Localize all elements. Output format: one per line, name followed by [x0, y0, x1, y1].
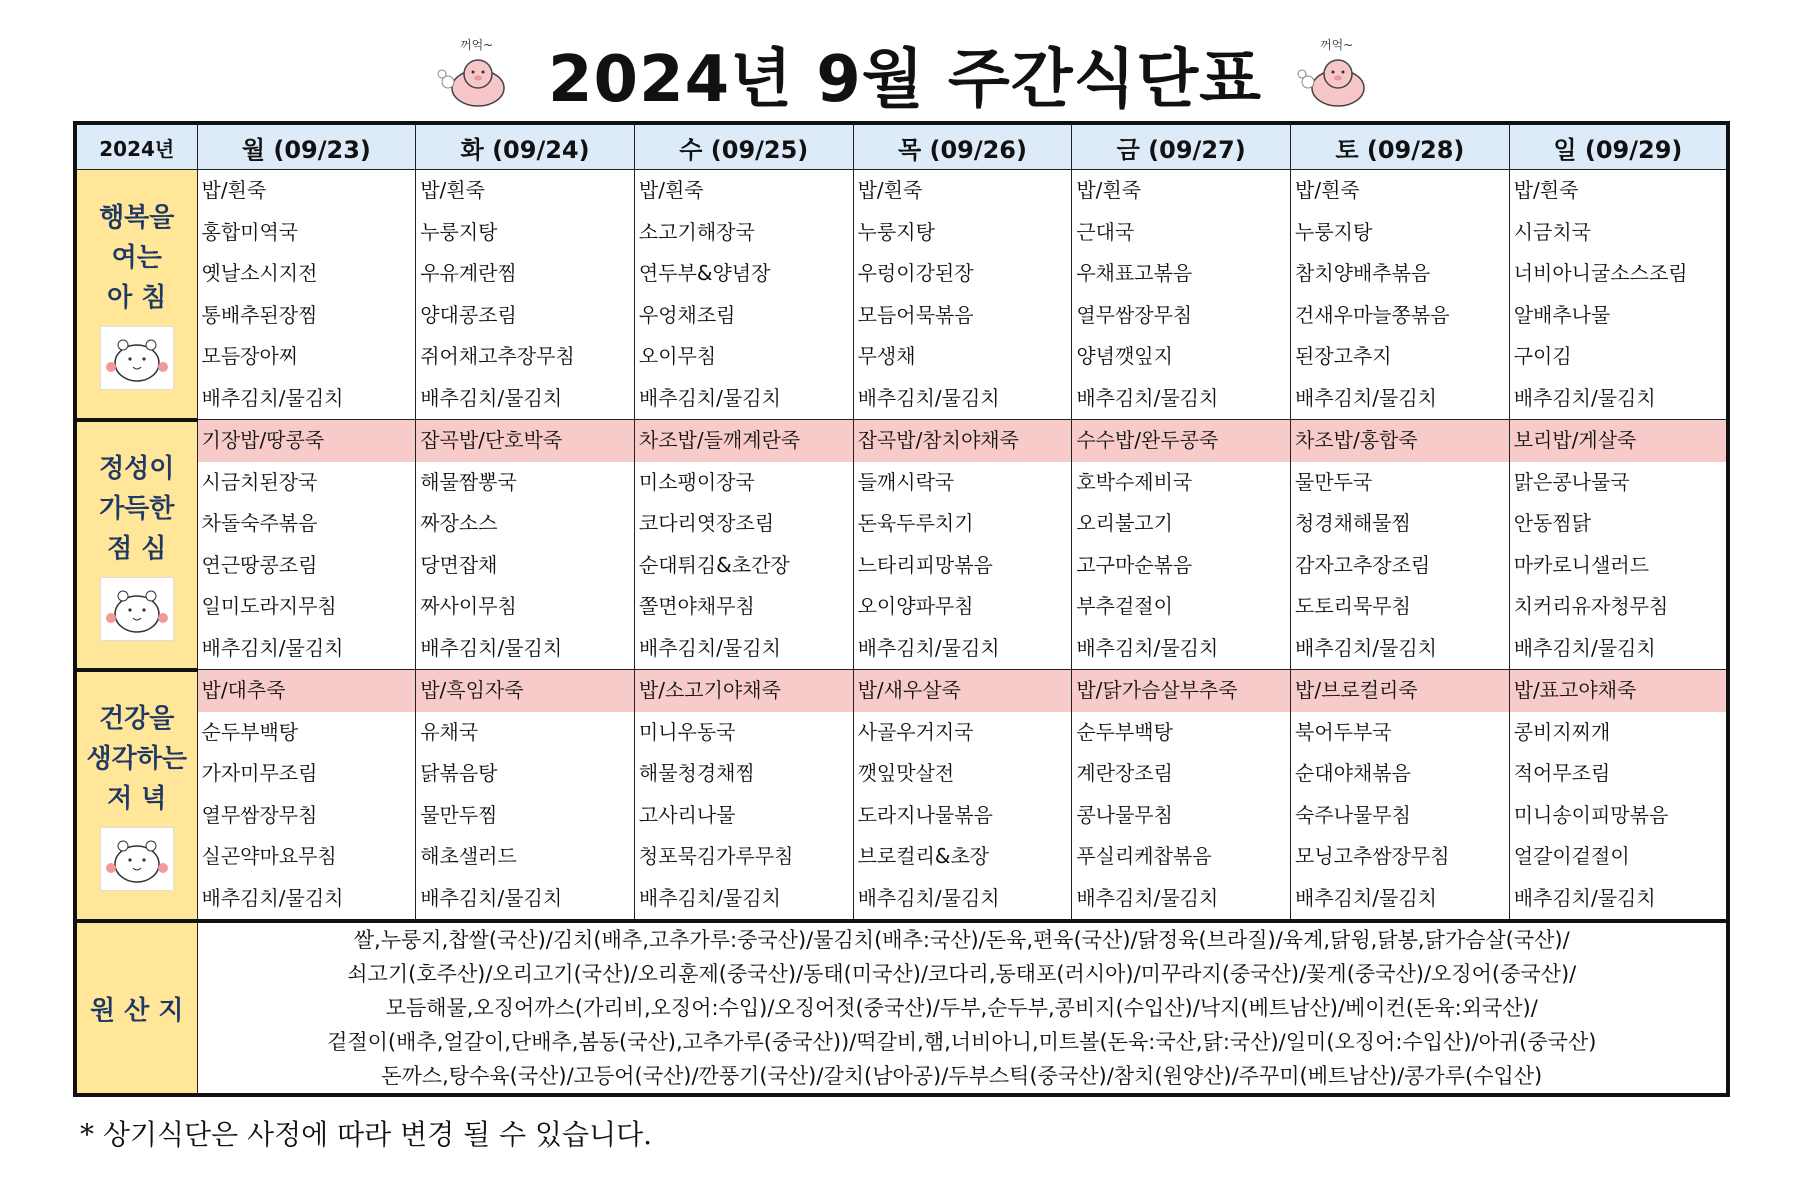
menu-item: 밥/흰죽	[420, 178, 485, 202]
menu-item: 배추김치/물김치	[638, 635, 781, 660]
menu-item: 누룽지탕	[420, 219, 498, 244]
menu-item: 기장밥/땅콩죽	[198, 420, 416, 462]
menu-item: 밥/흰죽	[638, 178, 704, 202]
menu-item: 보리밥/게살죽	[1510, 420, 1726, 462]
menu-cell-sun	[1509, 170, 1728, 420]
menu-item: 콩비지찌개	[1513, 719, 1611, 744]
menu-item: 코다리엿장조림	[638, 511, 775, 535]
menu-item: 소고기해장국	[638, 219, 755, 244]
menu-item: 미니송이피망볶음	[1513, 802, 1669, 827]
menu-item: 안동찜닭	[1513, 511, 1591, 535]
menu-item: 숙주나물무침	[1295, 802, 1411, 827]
menu-item: 물만두찜	[420, 802, 498, 827]
menu-item: 느타리피망볶음	[857, 552, 993, 577]
menu-cell-fri	[1072, 670, 1291, 922]
day-header-fri: 금 (09/27)	[1072, 123, 1291, 170]
menu-item: 순두부백탕	[1076, 719, 1173, 744]
menu-item: 밥/흰죽	[201, 178, 267, 202]
menu-item: 일미도라지무침	[201, 594, 337, 618]
menu-item: 모듬어묵볶음	[857, 302, 974, 327]
meal-name: 행복을 여는 아 침	[99, 202, 175, 313]
menu-item: 들깨시락국	[857, 469, 955, 494]
menu-item: 부추겉절이	[1076, 594, 1173, 618]
menu-cell-tue	[416, 670, 635, 922]
menu-item: 쥐어채고추장무침	[420, 344, 575, 368]
menu-item: 배추김치/물김치	[420, 885, 563, 910]
menu-item: 배추김치/물김치	[857, 885, 1000, 910]
menu-item: 밥/대추죽	[198, 670, 416, 712]
origin-row	[75, 921, 1728, 1095]
weekly-menu-table	[73, 121, 1730, 1097]
origin-line: 쇠고기(호주산)/오리고기(국산)/오리훈제(중국산)/동태(미국산)/코다리,동태포(러시아)/미꾸라지(중국산)/꽃게(중국산)/오징어(중국산)/	[347, 962, 1577, 986]
menu-item: 밥/흰죽	[1295, 178, 1360, 202]
day-header-tue: 화 (09/24)	[416, 123, 635, 170]
menu-cell-thu	[853, 420, 1072, 670]
menu-item: 우유계란찜	[420, 261, 517, 285]
menu-cell-wed	[634, 420, 853, 670]
menu-item: 알배추나물	[1513, 302, 1611, 327]
menu-item: 밥/새우살죽	[854, 670, 1072, 712]
menu-item: 열무쌈장무침	[1076, 302, 1193, 327]
menu-cell-wed	[634, 670, 853, 922]
menu-cell-mon	[197, 170, 416, 420]
menu-item: 돈육두루치기	[857, 511, 974, 535]
menu-item: 밥/표고야채죽	[1510, 670, 1726, 712]
menu-item: 옛날소시지전	[201, 261, 318, 285]
menu-item: 시금치국	[1513, 219, 1591, 244]
menu-cell-fri	[1072, 420, 1291, 670]
menu-item: 양대콩조림	[420, 302, 517, 327]
menu-item: 청경채해물찜	[1295, 511, 1411, 535]
menu-item: 수수밥/완두콩죽	[1072, 420, 1290, 462]
menu-cell-thu	[853, 670, 1072, 922]
menu-item: 잡곡밥/참치야채죽	[854, 420, 1072, 462]
meal-label-cell	[75, 670, 197, 922]
menu-item: 오리불고기	[1076, 511, 1173, 535]
menu-item: 감자고추장조림	[1295, 552, 1431, 577]
menu-item: 사골우거지국	[857, 719, 974, 744]
mascot-caption: 꺼억~	[1320, 38, 1354, 52]
menu-cell-thu	[853, 170, 1072, 420]
menu-item: 참치양배추볶음	[1295, 261, 1431, 285]
menu-item: 순두부백탕	[201, 719, 299, 744]
menu-item: 도라지나물볶음	[857, 802, 993, 827]
menu-item: 브로컬리&초장	[857, 844, 990, 868]
menu-item: 배추김치/물김치	[638, 385, 781, 410]
menu-item: 해물청경채찜	[638, 761, 755, 785]
bear-flowers-icon	[100, 827, 174, 891]
meal-name: 정성이 가득한 점 심	[99, 453, 175, 564]
menu-item: 배추김치/물김치	[1513, 635, 1656, 660]
menu-item: 배추김치/물김치	[201, 635, 344, 660]
menu-item: 우엉채조림	[638, 302, 736, 327]
day-header-wed: 수 (09/25)	[634, 123, 853, 170]
menu-item: 배추김치/물김치	[1076, 385, 1219, 410]
header-row	[75, 123, 1728, 170]
menu-item: 열무쌈장무침	[201, 802, 318, 827]
menu-cell-tue	[416, 170, 635, 420]
menu-item: 우채표고볶음	[1076, 261, 1193, 285]
menu-item: 오이양파무침	[857, 594, 974, 618]
menu-item: 밥/브로컬리죽	[1291, 670, 1509, 712]
menu-item: 배추김치/물김치	[857, 635, 1000, 660]
menu-item: 도토리묵무침	[1295, 594, 1411, 618]
menu-item: 미소팽이장국	[638, 469, 755, 494]
origin-line: 모듬해물,오징어까스(가리비,오징어:수입)/오징어젓(중국산)/두부,순두부,콩비지(수입산)/낙지(베트남산)/베이컨(돈육:외국산)/	[385, 996, 1538, 1020]
menu-item: 밥/흰죽	[1076, 178, 1142, 202]
menu-item: 배추김치/물김치	[420, 635, 563, 660]
menu-item: 해초샐러드	[420, 844, 517, 868]
day-header-thu: 목 (09/26)	[853, 123, 1072, 170]
menu-cell-mon	[197, 420, 416, 670]
menu-item: 북어두부국	[1295, 719, 1392, 744]
menu-item: 차돌숙주볶음	[201, 511, 318, 535]
menu-cell-sat	[1291, 670, 1510, 922]
menu-item: 차조밥/홍합죽	[1291, 420, 1509, 462]
meal-label-cell	[75, 420, 197, 670]
page-title: 2024년 9월 주간식단표	[548, 43, 1262, 117]
menu-item: 밥/소고기야채죽	[635, 670, 853, 712]
menu-cell-sun	[1509, 670, 1728, 922]
meal-row	[75, 670, 1728, 922]
menu-cell-fri	[1072, 170, 1291, 420]
menu-item: 당면잡채	[420, 552, 498, 577]
menu-item: 무생채	[857, 344, 916, 368]
origin-line: 겉절이(배추,얼갈이,단배추,봄동(국산),고추가루(중국산))/떡갈비,햄,너비아니,미트볼(돈육:국산,닭:국산)/일미(오징어:수입산)/아귀(중국산)	[327, 1030, 1597, 1054]
menu-item: 미니우동국	[638, 719, 736, 744]
menu-item: 누룽지탕	[1295, 219, 1373, 244]
year-header: 2024년	[75, 123, 197, 170]
menu-item: 쫄면야채무침	[638, 594, 755, 618]
menu-cell-sun	[1509, 420, 1728, 670]
menu-item: 우렁이강된장	[857, 261, 974, 285]
mascot-caption: 꺼억~	[460, 38, 494, 52]
day-header-sat: 토 (09/28)	[1291, 123, 1510, 170]
meal-name: 건강을 생각하는 저 녁	[86, 704, 187, 815]
bear-hearts-icon	[100, 326, 174, 390]
menu-item: 닭볶음탕	[420, 761, 498, 785]
menu-item: 배추김치/물김치	[638, 885, 781, 910]
menu-item: 건새우마늘쫑볶음	[1295, 302, 1450, 327]
menu-item: 콩나물무침	[1076, 802, 1173, 827]
menu-item: 홍합미역국	[201, 219, 299, 244]
menu-item: 연근땅콩조림	[201, 552, 318, 577]
menu-item: 짜장소스	[420, 511, 498, 535]
menu-item: 모닝고추쌈장무침	[1295, 844, 1450, 868]
menu-item: 밥/흑임자죽	[416, 670, 634, 712]
menu-item: 근대국	[1076, 219, 1135, 244]
menu-item: 잡곡밥/단호박죽	[416, 420, 634, 462]
menu-item: 순대야채볶음	[1295, 761, 1411, 785]
meal-row	[75, 420, 1728, 670]
origin-line: 돈까스,탕수육(국산)/고등어(국산)/깐풍기(국산)/갈치(남아공)/두부스틱(중국산)/참치(원양산)/주꾸미(베트남산)/콩가루(수입산)	[381, 1064, 1543, 1088]
day-header-sun: 일 (09/29)	[1509, 123, 1728, 170]
menu-item: 모듬장아찌	[201, 344, 299, 368]
origin-line: 쌀,누룽지,찹쌀(국산)/김치(배추,고추가루:중국산)/물김치(배추:국산)/돈육,편육(국산)/닭정육(브라질)/육계,닭윙,닭봉,닭가슴살(국산)/	[353, 928, 1570, 952]
menu-item: 오이무침	[638, 344, 717, 368]
menu-item: 실곤약마요무침	[201, 844, 337, 868]
meal-row	[75, 170, 1728, 420]
menu-item: 호박수제비국	[1076, 469, 1193, 494]
menu-item: 누룽지탕	[857, 219, 935, 244]
meal-label-cell	[75, 170, 197, 420]
origin-label: 원 산 지	[75, 921, 197, 1095]
menu-item: 배추김치/물김치	[1295, 635, 1437, 660]
menu-item: 맑은콩나물국	[1513, 469, 1630, 494]
menu-item: 깻잎맛살전	[857, 761, 955, 785]
menu-item: 유채국	[420, 719, 479, 744]
menu-item: 시금치된장국	[201, 469, 318, 494]
menu-item: 구이김	[1513, 344, 1572, 368]
menu-item: 배추김치/물김치	[1513, 885, 1656, 910]
pig-mascot-left-icon	[430, 34, 520, 114]
menu-item: 물만두국	[1295, 469, 1373, 494]
menu-item: 밥/흰죽	[857, 178, 923, 202]
pig-mascot-right-icon	[1290, 34, 1380, 114]
menu-item: 고사리나물	[638, 802, 736, 827]
menu-item: 계란장조림	[1076, 761, 1173, 785]
menu-item: 배추김치/물김치	[1076, 635, 1219, 660]
menu-item: 고구마순볶음	[1076, 552, 1193, 577]
title-row	[0, 28, 1810, 120]
menu-item: 배추김치/물김치	[201, 885, 344, 910]
menu-item: 너비아니굴소스조림	[1513, 261, 1688, 285]
menu-item: 배추김치/물김치	[201, 385, 344, 410]
menu-item: 통배추된장찜	[201, 302, 318, 327]
day-header-mon: 월 (09/23)	[197, 123, 416, 170]
menu-item: 연두부&양념장	[638, 261, 771, 285]
menu-cell-mon	[197, 670, 416, 922]
menu-item: 치커리유자청무침	[1513, 594, 1669, 618]
menu-item: 배추김치/물김치	[1076, 885, 1219, 910]
menu-item: 배추김치/물김치	[420, 385, 563, 410]
menu-item: 배추김치/물김치	[1513, 385, 1656, 410]
menu-item: 가자미무조림	[201, 761, 318, 785]
menu-item: 배추김치/물김치	[857, 385, 1000, 410]
menu-item: 밥/흰죽	[1513, 178, 1579, 202]
menu-item: 청포묵김가루무침	[638, 844, 794, 868]
menu-item: 된장고추지	[1295, 344, 1392, 368]
bear-eating-icon	[100, 577, 174, 641]
menu-cell-wed	[634, 170, 853, 420]
footnote: * 상기식단은 사정에 따라 변경 될 수 있습니다.	[80, 1118, 653, 1151]
menu-cell-sat	[1291, 170, 1510, 420]
menu-item: 밥/닭가슴살부추죽	[1072, 670, 1290, 712]
origin-text	[197, 921, 1728, 1095]
menu-item: 짜사이무침	[420, 594, 517, 618]
menu-item: 적어무조림	[1513, 761, 1611, 785]
menu-item: 차조밥/들깨계란죽	[635, 420, 853, 462]
menu-cell-tue	[416, 420, 635, 670]
menu-item: 배추김치/물김치	[1295, 385, 1437, 410]
menu-item: 양념깻잎지	[1076, 344, 1173, 368]
menu-item: 순대튀김&초간장	[638, 552, 790, 577]
menu-item: 배추김치/물김치	[1295, 885, 1437, 910]
menu-item: 마카로니샐러드	[1513, 552, 1649, 577]
menu-cell-sat	[1291, 420, 1510, 670]
menu-item: 해물짬뽕국	[420, 469, 517, 494]
menu-item: 푸실리케찹볶음	[1076, 844, 1212, 868]
menu-item: 얼갈이겉절이	[1513, 844, 1630, 868]
